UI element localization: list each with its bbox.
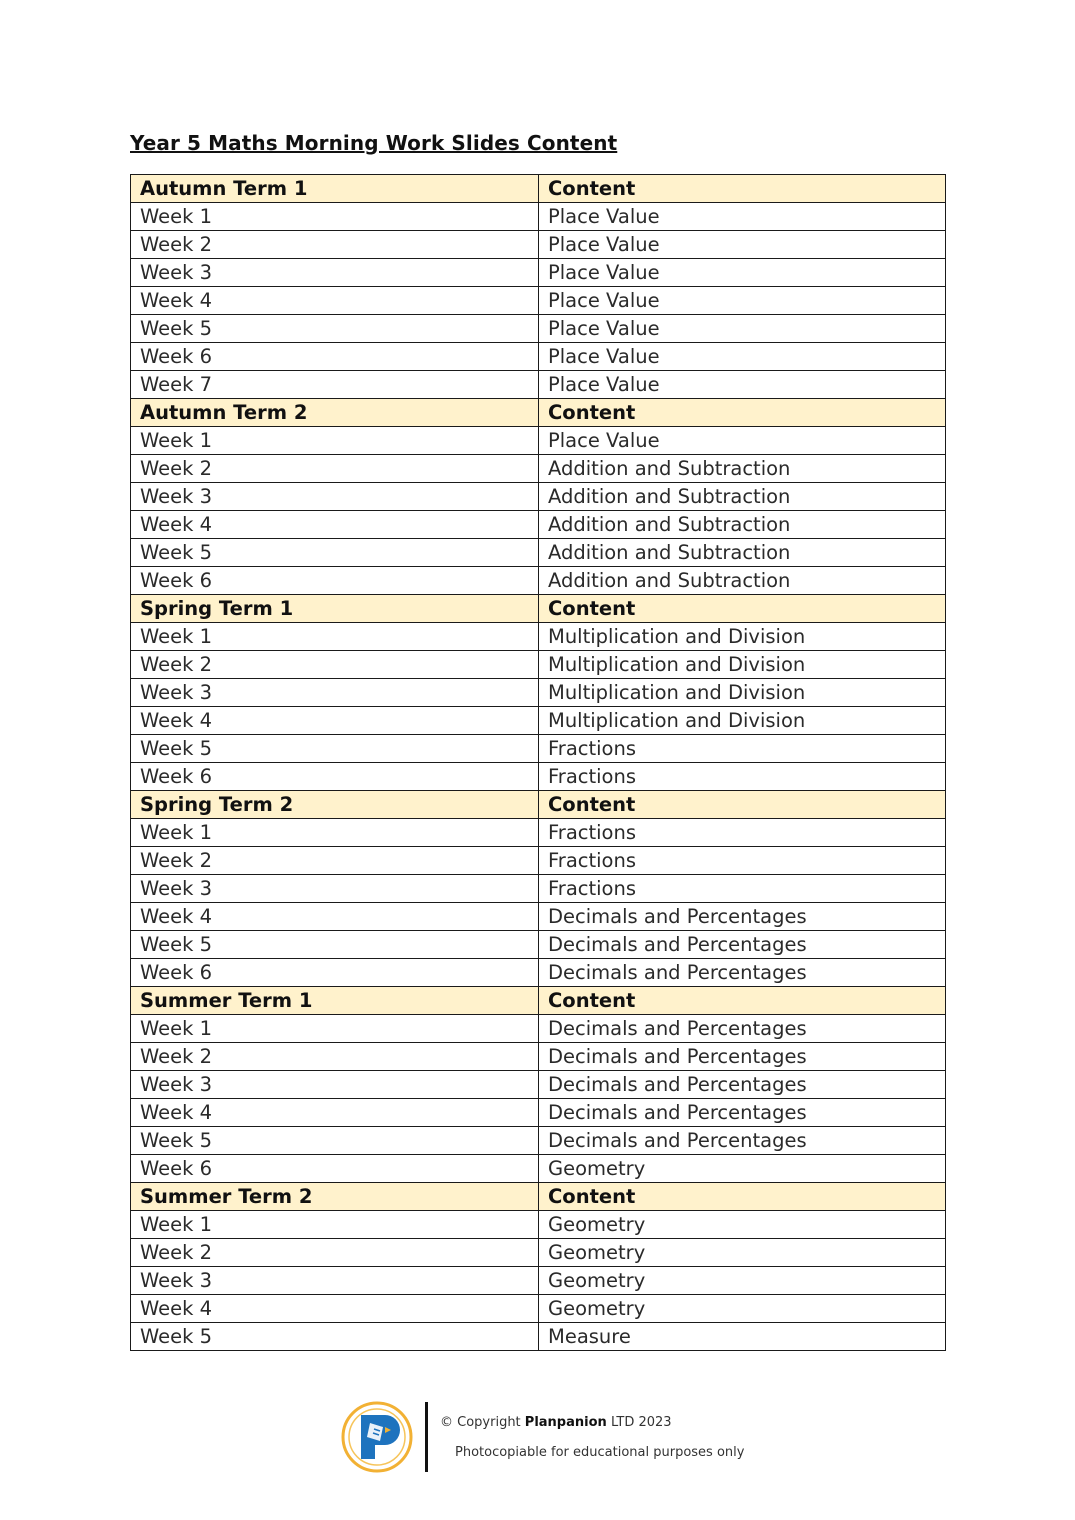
brand-name: Planpanion bbox=[524, 1415, 607, 1430]
content-cell: Fractions bbox=[539, 763, 946, 791]
week-cell: Week 6 bbox=[131, 1155, 539, 1183]
content-cell: Fractions bbox=[539, 735, 946, 763]
content-cell: Geometry bbox=[539, 1267, 946, 1295]
term-name: Summer Term 1 bbox=[131, 987, 539, 1015]
week-cell: Week 4 bbox=[131, 1295, 539, 1323]
week-cell: Week 3 bbox=[131, 259, 539, 287]
week-cell: Week 1 bbox=[131, 427, 539, 455]
content-cell: Place Value bbox=[539, 287, 946, 315]
week-cell: Week 1 bbox=[131, 819, 539, 847]
table-row bbox=[131, 1295, 946, 1323]
table-row bbox=[131, 315, 946, 343]
photocopy-notice: Photocopiable for educational purposes only bbox=[455, 1445, 745, 1460]
content-cell: Decimals and Percentages bbox=[539, 1043, 946, 1071]
week-cell: Week 6 bbox=[131, 959, 539, 987]
content-cell: Place Value bbox=[539, 343, 946, 371]
content-cell: Place Value bbox=[539, 259, 946, 287]
week-cell: Week 3 bbox=[131, 1071, 539, 1099]
table-row bbox=[131, 679, 946, 707]
table-row bbox=[131, 343, 946, 371]
table-row bbox=[131, 847, 946, 875]
week-cell: Week 2 bbox=[131, 1043, 539, 1071]
footer bbox=[0, 1398, 1075, 1478]
copyright-line bbox=[440, 1415, 672, 1430]
content-header: Content bbox=[539, 399, 946, 427]
week-cell: Week 3 bbox=[131, 483, 539, 511]
term-name: Summer Term 2 bbox=[131, 1183, 539, 1211]
content-cell: Fractions bbox=[539, 847, 946, 875]
content-cell: Multiplication and Division bbox=[539, 651, 946, 679]
content-header: Content bbox=[539, 595, 946, 623]
term-header-row bbox=[131, 791, 946, 819]
week-cell: Week 2 bbox=[131, 651, 539, 679]
week-cell: Week 6 bbox=[131, 763, 539, 791]
content-cell: Decimals and Percentages bbox=[539, 1015, 946, 1043]
table-row bbox=[131, 1155, 946, 1183]
week-cell: Week 4 bbox=[131, 903, 539, 931]
table-row bbox=[131, 455, 946, 483]
week-cell: Week 1 bbox=[131, 1211, 539, 1239]
table-row bbox=[131, 371, 946, 399]
week-cell: Week 5 bbox=[131, 315, 539, 343]
table-row bbox=[131, 539, 946, 567]
week-cell: Week 5 bbox=[131, 931, 539, 959]
week-cell: Week 1 bbox=[131, 203, 539, 231]
week-cell: Week 2 bbox=[131, 231, 539, 259]
week-cell: Week 5 bbox=[131, 1127, 539, 1155]
content-cell: Measure bbox=[539, 1323, 946, 1351]
content-cell: Decimals and Percentages bbox=[539, 903, 946, 931]
term-header-row bbox=[131, 175, 946, 203]
table-row bbox=[131, 1071, 946, 1099]
table-row bbox=[131, 1323, 946, 1351]
week-cell: Week 2 bbox=[131, 455, 539, 483]
content-cell: Addition and Subtraction bbox=[539, 455, 946, 483]
content-cell: Place Value bbox=[539, 315, 946, 343]
table-row bbox=[131, 567, 946, 595]
term-name: Autumn Term 2 bbox=[131, 399, 539, 427]
table-row bbox=[131, 819, 946, 847]
content-cell: Addition and Subtraction bbox=[539, 483, 946, 511]
term-header-row bbox=[131, 1183, 946, 1211]
content-cell: Place Value bbox=[539, 203, 946, 231]
content-cell: Decimals and Percentages bbox=[539, 959, 946, 987]
week-cell: Week 4 bbox=[131, 511, 539, 539]
week-cell: Week 1 bbox=[131, 1015, 539, 1043]
table-row bbox=[131, 875, 946, 903]
term-name: Autumn Term 1 bbox=[131, 175, 539, 203]
content-cell: Multiplication and Division bbox=[539, 707, 946, 735]
table-row bbox=[131, 1099, 946, 1127]
content-cell: Geometry bbox=[539, 1155, 946, 1183]
week-cell: Week 2 bbox=[131, 1239, 539, 1267]
week-cell: Week 1 bbox=[131, 623, 539, 651]
term-name: Spring Term 1 bbox=[131, 595, 539, 623]
term-header-row bbox=[131, 399, 946, 427]
term-header-row bbox=[131, 987, 946, 1015]
week-cell: Week 4 bbox=[131, 1099, 539, 1127]
term-header-row bbox=[131, 595, 946, 623]
term-name: Spring Term 2 bbox=[131, 791, 539, 819]
table-row bbox=[131, 735, 946, 763]
table-row bbox=[131, 259, 946, 287]
week-cell: Week 6 bbox=[131, 567, 539, 595]
week-cell: Week 2 bbox=[131, 847, 539, 875]
table-row bbox=[131, 1267, 946, 1295]
table-row bbox=[131, 707, 946, 735]
table-row bbox=[131, 623, 946, 651]
week-cell: Week 3 bbox=[131, 875, 539, 903]
content-cell: Place Value bbox=[539, 231, 946, 259]
table-row bbox=[131, 651, 946, 679]
content-cell: Decimals and Percentages bbox=[539, 1127, 946, 1155]
content-cell: Place Value bbox=[539, 371, 946, 399]
table-row bbox=[131, 1239, 946, 1267]
page-title: Year 5 Maths Morning Work Slides Content bbox=[130, 131, 618, 155]
week-cell: Week 3 bbox=[131, 679, 539, 707]
content-cell: Multiplication and Division bbox=[539, 679, 946, 707]
copyright-suffix: LTD 2023 bbox=[610, 1415, 672, 1430]
week-cell: Week 5 bbox=[131, 735, 539, 763]
content-cell: Decimals and Percentages bbox=[539, 1099, 946, 1127]
week-cell: Week 4 bbox=[131, 707, 539, 735]
content-cell: Addition and Subtraction bbox=[539, 511, 946, 539]
table-row bbox=[131, 1211, 946, 1239]
table-row bbox=[131, 959, 946, 987]
table-row bbox=[131, 511, 946, 539]
content-cell: Addition and Subtraction bbox=[539, 567, 946, 595]
table-row bbox=[131, 1015, 946, 1043]
copyright-prefix: © Copyright bbox=[440, 1415, 521, 1430]
table-row bbox=[131, 427, 946, 455]
table-row bbox=[131, 203, 946, 231]
content-cell: Geometry bbox=[539, 1239, 946, 1267]
table-row bbox=[131, 483, 946, 511]
week-cell: Week 4 bbox=[131, 287, 539, 315]
content-cell: Geometry bbox=[539, 1211, 946, 1239]
content-cell: Decimals and Percentages bbox=[539, 931, 946, 959]
week-cell: Week 5 bbox=[131, 1323, 539, 1351]
table-row bbox=[131, 1043, 946, 1071]
content-header: Content bbox=[539, 791, 946, 819]
content-cell: Addition and Subtraction bbox=[539, 539, 946, 567]
content-cell: Fractions bbox=[539, 875, 946, 903]
content-cell: Multiplication and Division bbox=[539, 623, 946, 651]
content-header: Content bbox=[539, 175, 946, 203]
content-cell: Fractions bbox=[539, 819, 946, 847]
week-cell: Week 6 bbox=[131, 343, 539, 371]
content-cell: Place Value bbox=[539, 427, 946, 455]
schedule-table bbox=[130, 174, 946, 1351]
table-row bbox=[131, 763, 946, 791]
content-header: Content bbox=[539, 987, 946, 1015]
week-cell: Week 7 bbox=[131, 371, 539, 399]
table-row bbox=[131, 231, 946, 259]
week-cell: Week 5 bbox=[131, 539, 539, 567]
table-row bbox=[131, 287, 946, 315]
planpanion-logo-icon bbox=[341, 1401, 413, 1473]
table-row bbox=[131, 903, 946, 931]
content-cell: Geometry bbox=[539, 1295, 946, 1323]
table-row bbox=[131, 931, 946, 959]
content-cell: Decimals and Percentages bbox=[539, 1071, 946, 1099]
table-row bbox=[131, 1127, 946, 1155]
footer-divider bbox=[425, 1402, 428, 1472]
week-cell: Week 3 bbox=[131, 1267, 539, 1295]
content-header: Content bbox=[539, 1183, 946, 1211]
